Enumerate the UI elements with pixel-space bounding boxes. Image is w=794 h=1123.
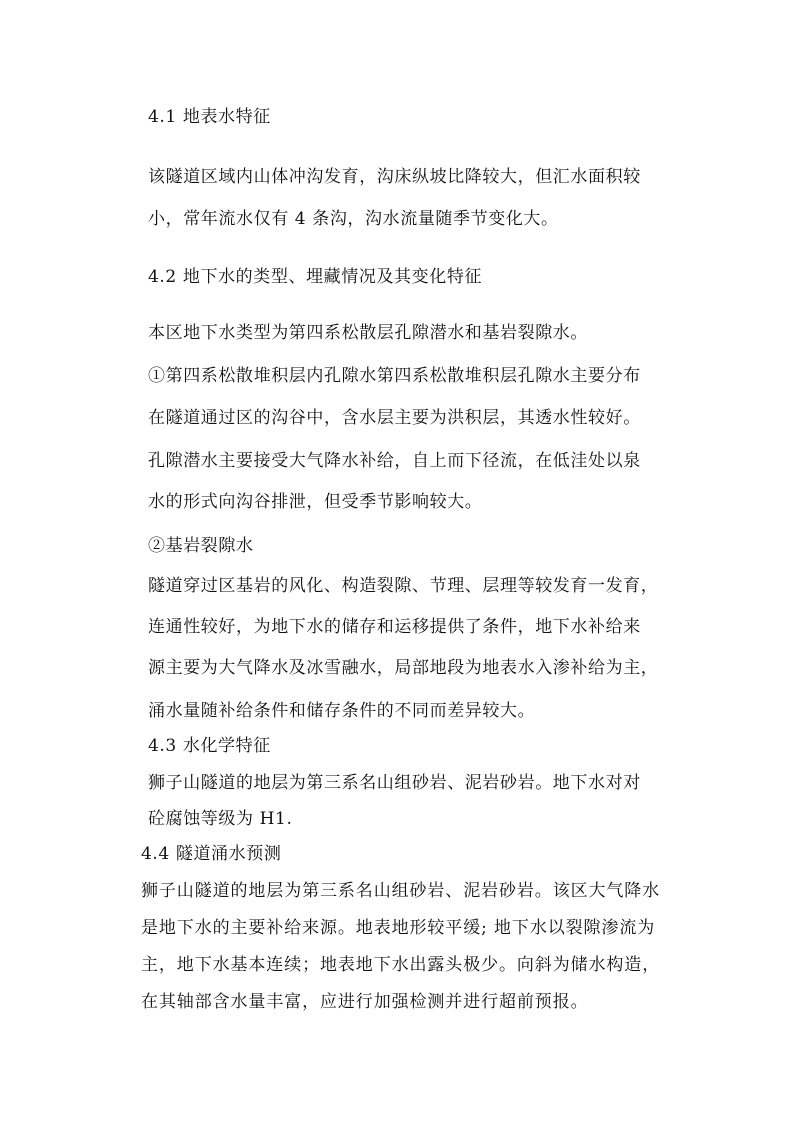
paragraph-line: 小，常年流水仅有 4 条沟，沟水流量随季节变化大。 xyxy=(148,209,559,229)
paragraph-line: 是地下水的主要补给来源。地表地形较平缓; 地下水以裂隙渗流为 xyxy=(141,918,656,938)
paragraph-line: 狮子山隧道的地层为第三系名山组砂岩、泥岩砂岩。地下水对对 xyxy=(148,773,641,793)
paragraph-line: 隧道穿过区基岩的风化、构造裂隙、节理、层理等较发育一发育， xyxy=(148,576,659,596)
paragraph-line: 水的形式向沟谷排泄，但受季节影响较大。 xyxy=(148,492,483,512)
paragraph-line: ②基岩裂隙水 xyxy=(148,536,254,556)
paragraph-line: 主，地下水基本连续；地表地下水出露头极少。向斜为储水构造， xyxy=(141,955,661,975)
heading-4-2: 4.2 地下水的类型、埋藏情况及其变化特征 xyxy=(148,267,483,287)
paragraph-line: 涌水量随补给条件和储存条件的不同而差异较大。 xyxy=(148,701,536,721)
paragraph-line: 砼腐蚀等级为 H1. xyxy=(148,809,293,829)
heading-4-4: 4.4 隧道涌水预测 xyxy=(141,844,282,864)
paragraph-line: 狮子山隧道的地层为第三系名山组砂岩、泥岩砂岩。该区大气降水 xyxy=(141,881,661,901)
heading-4-3: 4.3 水化学特征 xyxy=(148,736,271,756)
paragraph-line: 连通性较好，为地下水的储存和运移提供了条件，地下水补给来 xyxy=(148,617,641,637)
heading-4-1: 4.1 地表水特征 xyxy=(148,107,271,127)
paragraph-line: 本区地下水类型为第四系松散层孔隙潜水和基岩裂隙水。 xyxy=(148,323,588,343)
paragraph-line: 孔隙潜水主要接受大气降水补给，自上而下径流，在低洼处以泉 xyxy=(148,451,641,471)
paragraph-line: 在其轴部含水量丰富，应进行加强检测并进行超前预报。 xyxy=(141,992,589,1012)
paragraph-line: 该隧道区域内山体冲沟发育，沟床纵坡比降较大，但汇水面积较 xyxy=(148,167,641,187)
paragraph-line: ①第四系松散堆积层内孔隙水第四系松散堆积层孔隙水主要分布 xyxy=(148,366,641,386)
paragraph-line: 源主要为大气降水及冰雪融水，局部地段为地表水入渗补给为主， xyxy=(148,658,659,678)
paragraph-line: 在隧道通过区的沟谷中，含水层主要为洪积层，其透水性较好。 xyxy=(148,408,641,428)
